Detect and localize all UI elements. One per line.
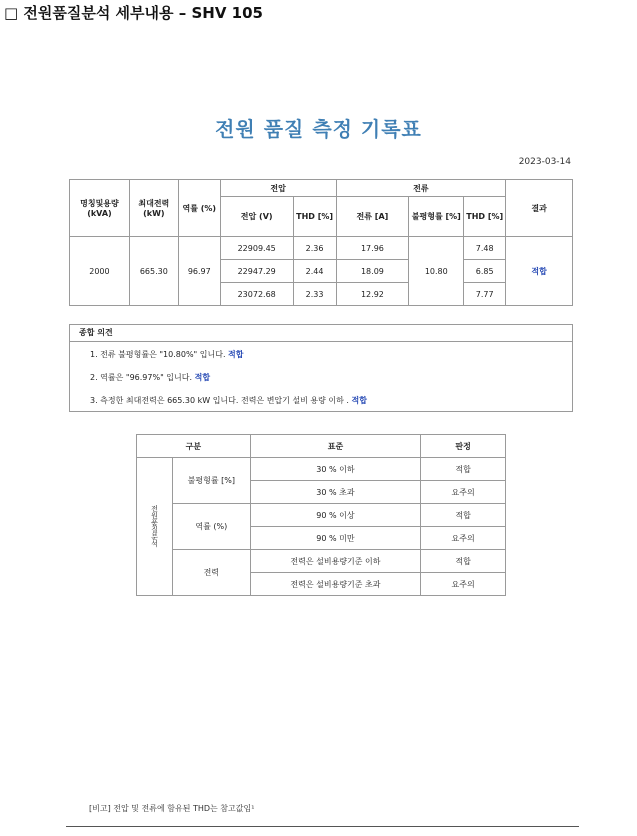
header-current-thd: THD [%]: [464, 197, 506, 237]
header-judgement: 판정: [421, 435, 506, 458]
header-current: 전류 [A]: [336, 197, 409, 237]
current-thd-cell: 6.85: [464, 260, 506, 283]
voltage-cell: 22947.29: [220, 260, 293, 283]
opinion-line: [90, 349, 244, 360]
table-row: [137, 550, 506, 573]
group-label: 전원품질분석: [150, 504, 159, 547]
standard-cell: 30 % 초과: [250, 481, 421, 504]
opinion-line: [90, 395, 367, 406]
report-date: 2023-03-14: [518, 157, 571, 167]
report-title: 전원 품질 측정 기록표: [215, 117, 422, 141]
standard-cell: 90 % 미만: [250, 527, 421, 550]
opinion-line: [90, 372, 210, 383]
judgement-cell: 요주의: [421, 481, 506, 504]
footnote: [비고] 전압 및 전류에 함유된 THD는 참고값임¹: [89, 804, 255, 813]
voltage-thd-cell: 2.36: [293, 237, 336, 260]
opinion-verdict: 적합: [351, 396, 367, 405]
opinion-verdict: 적합: [194, 373, 211, 382]
standard-cell: 90 % 이상: [250, 504, 421, 527]
footer-divider: [66, 826, 579, 827]
header-voltage-thd: THD [%]: [293, 197, 336, 237]
unbalance-cell: 10.80: [409, 237, 464, 306]
standard-cell: 30 % 이하: [250, 458, 421, 481]
result-cell: 적합: [506, 237, 573, 306]
max-power-cell: 665.30: [129, 237, 178, 306]
current-cell: 18.09: [336, 260, 409, 283]
header-voltage: 전압 (V): [220, 197, 293, 237]
header-power-factor: 역률 (%): [178, 180, 220, 237]
header-category: 구분: [137, 435, 251, 458]
voltage-thd-cell: 2.33: [293, 283, 336, 306]
power-factor-cell: 96.97: [178, 237, 220, 306]
judgement-cell: 요주의: [421, 573, 506, 596]
rated-capacity-cell: 2000: [70, 237, 130, 306]
current-thd-cell: 7.48: [464, 237, 506, 260]
current-cell: 17.96: [336, 237, 409, 260]
item-cell: 역률 (%): [172, 504, 250, 550]
item-cell: 불평형률 [%]: [172, 458, 250, 504]
item-cell: 전력: [172, 550, 250, 596]
voltage-cell: 22909.45: [220, 237, 293, 260]
voltage-thd-cell: 2.44: [293, 260, 336, 283]
header-rated-capacity: 명칭및용량 (kVA): [70, 180, 130, 237]
header-current-group: 전류: [336, 180, 506, 197]
table-row: [137, 458, 506, 481]
table-row: [70, 237, 573, 260]
judgement-cell: 적합: [421, 550, 506, 573]
header-unbalance: 불평형률 [%]: [409, 197, 464, 237]
judgement-cell: 적합: [421, 458, 506, 481]
page-heading: □ 전원품질분석 세부내용 – SHV 105: [4, 4, 263, 22]
summary-opinion-header: 종합 의견: [70, 325, 572, 342]
header-result: 결과: [506, 180, 573, 237]
opinion-verdict: 적합: [228, 350, 244, 359]
opinion-text: 3. 측정한 최대전력은 665.30 kW 입니다. 전력은 변압기 설비 용량 이하 .: [90, 396, 349, 405]
group-label-cell: [137, 458, 173, 596]
judgement-cell: 적합: [421, 504, 506, 527]
standard-table: [136, 434, 506, 596]
voltage-cell: 23072.68: [220, 283, 293, 306]
header-max-power: 최대전력 (kW): [129, 180, 178, 237]
summary-opinion-box: [69, 324, 573, 412]
standard-cell: 전력은 설비용량기준 초과: [250, 573, 421, 596]
opinion-text: 2. 역률은 "96.97%" 입니다.: [90, 373, 193, 382]
header-voltage-group: 전압: [220, 180, 336, 197]
standard-cell: 전력은 설비용량기준 이하: [250, 550, 421, 573]
header-standard: 표준: [250, 435, 421, 458]
judgement-cell: 요주의: [421, 527, 506, 550]
opinion-text: 1. 전류 불평형률은 "10.80%" 입니다.: [90, 350, 226, 359]
measurement-table: [69, 179, 573, 306]
current-cell: 12.92: [336, 283, 409, 306]
table-row: [137, 504, 506, 527]
current-thd-cell: 7.77: [464, 283, 506, 306]
